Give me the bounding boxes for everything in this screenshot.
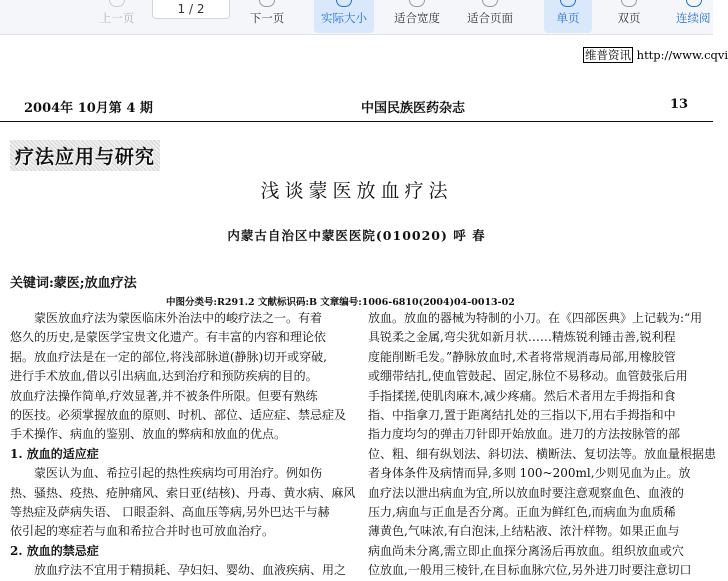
actual-size-button[interactable]: [314, 0, 374, 33]
text-line: 依引起的寒症若与血和希拉合并时也可放血治疗。: [10, 524, 275, 539]
text-line: 位放血,一般用三棱针,在目标血脉穴位,另外进刀时要注意切口: [368, 563, 692, 578]
left-column: [10, 309, 356, 581]
text-line: 压力,病血与正血是否分离。正血为鲜红色,而病血为血质稀: [368, 505, 676, 520]
text-line: 指力度均匀的弹击刀针即开始放血。进刀的方法按脉管的部: [368, 427, 681, 442]
watermark-site: 维普资讯: [585, 48, 631, 62]
arrow-down-icon: [259, 0, 275, 7]
text-line: 或绷带结扎,使血管鼓起、固定,脉位不易移动。血管鼓张后用: [368, 369, 688, 384]
page-number: 13: [670, 97, 689, 112]
single-page-label: 单页: [556, 11, 580, 25]
double-page-button[interactable]: [606, 0, 652, 33]
continuous-label: 连续阅: [676, 11, 711, 25]
actual-size-label: 实际大小: [321, 11, 367, 25]
text-line: 蒙医认为血、希拉引起的热性疾病均可用治疗。例如伤: [34, 466, 323, 481]
page-indicator-text: 1 / 2: [177, 2, 205, 16]
text-line: 血疗法以泄出病血为宜,所以放血时要注意观察血色、血液的: [368, 485, 684, 500]
text-line: 放血疗法不宜用于精损耗、孕妇妇、婴幼、血液疾病、用之: [34, 563, 347, 578]
double-page-label: 双页: [617, 11, 641, 25]
section-heading: 1. 放血的适应症: [10, 446, 99, 461]
continuous-icon: [686, 0, 702, 7]
text-line: 放血疗法操作简单,疗效显著,并不被条件所限。但要有熟练: [10, 388, 318, 403]
prev-page-button[interactable]: [92, 0, 142, 33]
text-line: 者身体条件及病情而异,多则 100~200ml,少则见血为止。放: [368, 466, 691, 481]
fit-page-label: 适合页面: [467, 11, 513, 25]
watermark-url: http://www.cqvi: [636, 48, 728, 62]
text-line: 进行手术放血,借以引出病血,达到治疗和预防疾病的目的。: [10, 369, 318, 384]
arrow-up-icon: [109, 0, 125, 7]
double-page-icon: [621, 0, 637, 7]
text-line: 手术操作、病血的鉴别、放血的弊病和放血的优点。: [10, 427, 287, 442]
next-page-label: 下一页: [249, 11, 285, 25]
fit-width-button[interactable]: [388, 0, 446, 33]
section-tag: 疗法应用与研究: [10, 140, 160, 171]
text-line: 的医技。必须掌握放血的原则、时机、部位、适应症、禁忌症及: [10, 408, 347, 423]
text-line: 指、中指拿刀,置于距离结扎处的三指以下,用右手拇指和中: [368, 408, 676, 423]
text-line: 手指揉搓,使肌肉麻木,减少疼痛。然后术者用左手拇指和食: [368, 388, 676, 403]
viewer-toolbar: [0, 0, 713, 35]
fit-page-button[interactable]: [460, 0, 520, 33]
text-line: 热、骚热、疫热、疮肿痛风、索日亚(结核)、丹毒、黄水病、麻风: [10, 485, 356, 500]
text-line: 病血尚未分离,需立即止血探分离汤后再放血。组织放血或穴: [368, 543, 684, 558]
continuous-button[interactable]: [676, 0, 713, 33]
text-line: 薄黄色,气味浓,有白泡沫,上结粘液、浓汁样物。如果正血与: [368, 524, 680, 539]
text-line: 据。放血疗法是在一定的部位,将浅部脉道(静脉)切开或穿破,: [10, 349, 327, 364]
fit-width-icon: [409, 0, 425, 7]
article-affiliation: 内蒙古自治区中蒙医医院(010020) 呼 春: [227, 228, 486, 243]
text-line: 悠久的历史,是蒙医学宝贵文化遗产。有丰富的内容和理论依: [10, 330, 326, 345]
text-line: 等热症及萨病失语、 口眼歪斜、高血压等病,另外巴达干与赫: [10, 505, 330, 520]
fit-width-label: 适合宽度: [394, 11, 440, 25]
single-page-icon: [560, 0, 576, 7]
classification-line: 中图分类号:R291.2 文献标识码:B 文章编号:1006-6810(2004)04-0013-02: [166, 297, 515, 308]
header-rule: [0, 121, 713, 122]
single-page-button[interactable]: [544, 0, 592, 33]
keywords: 关键词:蒙医;放血疗法: [10, 276, 137, 291]
article-title: 浅谈蒙医放血疗法: [260, 180, 453, 202]
fit-page-icon: [482, 0, 498, 7]
watermark: [583, 47, 728, 63]
text-line: 具锐柔之金属,弯尖犹如新月状……精炼锐利锤击善,锐利程: [368, 330, 676, 345]
section-heading: 2. 放血的禁忌症: [10, 543, 99, 558]
issue-date: 2004年 10月第 4 期: [24, 101, 153, 116]
text-line: 位、粗、细有纵划法、斜切法、横断法、复切法等。放血量根据患: [368, 446, 717, 461]
right-column: [368, 309, 717, 581]
page-indicator-input[interactable]: [152, 0, 230, 19]
prev-page-label: 上一页: [99, 11, 135, 25]
text-line: 放血。放血的器械为特制的小刀。在《四部医典》上记载为:“用: [368, 311, 703, 325]
journal-name: 中国民族医药杂志: [361, 101, 466, 116]
text-line: 蒙医放血疗法为蒙医临床外治法中的峻疗法之一。有着: [34, 311, 323, 325]
text-line: 度能削断毛发。”静脉放血时,术者将常规消毒局部,用橡胶管: [368, 349, 676, 364]
next-page-button[interactable]: [242, 0, 292, 33]
actual-size-icon: [336, 0, 352, 7]
